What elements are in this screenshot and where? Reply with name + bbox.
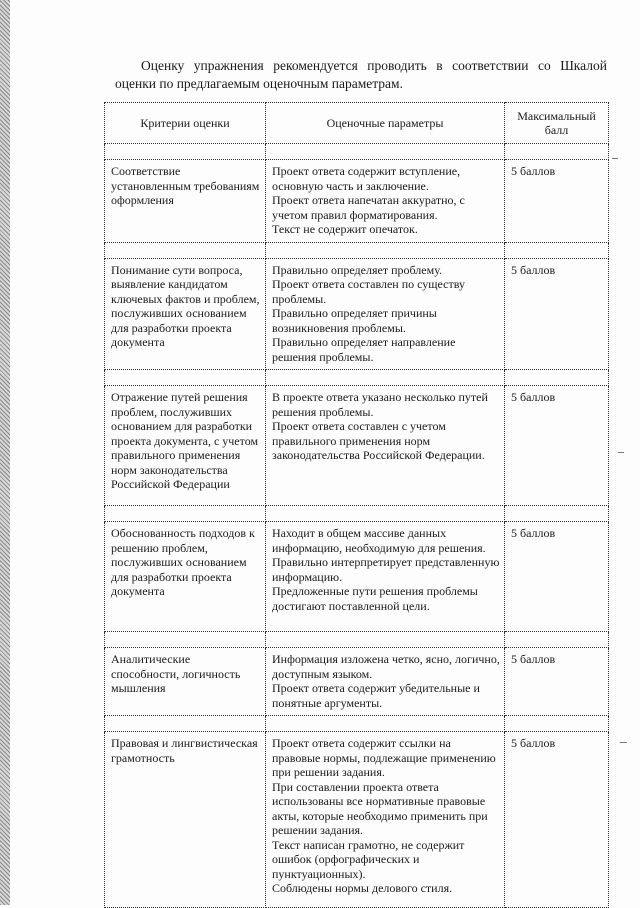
- header-max-score: Максимальный балл: [505, 103, 609, 144]
- row-gap: [105, 242, 609, 258]
- criterion-cell: Обоснованность подходов к решению проблем, послуживших основанием для разработки проекта документа: [105, 522, 266, 632]
- parameter-line: Проект ответа содержит вступление, основную часть и заключение.: [272, 164, 461, 193]
- parameters-cell: [266, 386, 505, 506]
- parameter-line: Проект ответа содержит убедительные и понятные аргументы.: [272, 681, 480, 710]
- parameter-line: Правильно определяет причины возникновения проблемы.: [272, 306, 437, 335]
- row-gap: [105, 370, 609, 386]
- score-cell: 5 баллов: [505, 386, 609, 506]
- parameter-line: Правильно интерпретирует представленную информацию.: [272, 555, 500, 584]
- assessment-table: [104, 102, 609, 908]
- parameter-line: При составлении проекта ответа использованы все нормативные правовые акты, которые необходимо применить при решении задания.: [272, 779, 488, 837]
- table-row: [105, 258, 609, 370]
- row-gap: [105, 632, 609, 648]
- parameter-line: Текст написан грамотно, не содержит ошибок (орфографических и пунктуационных).: [272, 837, 465, 881]
- criterion-cell: Правовая и лингвистическая грамотность: [105, 732, 266, 908]
- parameters-cell: [266, 522, 505, 632]
- criterion-cell: Понимание сути вопроса, выявление кандидатом ключевых фактов и проблем, послуживших основанием для разработки проекта документа: [105, 258, 266, 370]
- parameter-line: Текст не содержит опечаток.: [272, 222, 418, 236]
- criterion-cell: Отражение путей решения проблем, послуживших основанием для разработки проекта документа, с учетом правильного применения норм законодательства Российской Федерации: [105, 386, 266, 506]
- table-row: [105, 160, 609, 243]
- criterion-cell: Соответствие установленным требованиям оформления: [105, 160, 266, 243]
- criterion-cell: Аналитические способности, логичность мышления: [105, 648, 266, 716]
- scan-speck: [620, 742, 627, 743]
- parameter-line: Соблюдены нормы делового стиля.: [272, 881, 453, 895]
- score-cell: 5 баллов: [505, 160, 609, 243]
- row-gap: [105, 506, 609, 522]
- intro-paragraph: Оценку упражнения рекомендуется проводить в соответствии со Шкалой оценки по предлагаемым оценочным параметрам.: [115, 58, 607, 91]
- parameters-cell: [266, 648, 505, 716]
- table-row: [105, 732, 609, 908]
- score-cell: 5 баллов: [505, 732, 609, 908]
- scan-speck: [612, 158, 618, 159]
- parameters-cell: [266, 258, 505, 370]
- score-cell: 5 баллов: [505, 648, 609, 716]
- scan-speck: [618, 452, 624, 453]
- parameter-line: Информация изложена четко, ясно, логично, доступным языком.: [272, 652, 500, 681]
- parameter-line: Правильно определяет проблему.: [272, 262, 442, 277]
- parameter-line: Проект ответа содержит ссылки на правовые нормы, подлежащие применению при решении задания.: [272, 736, 496, 779]
- parameters-cell: [266, 732, 505, 908]
- table-row: [105, 522, 609, 632]
- score-cell: 5 баллов: [505, 258, 609, 370]
- header-parameters: Оценочные параметры: [266, 103, 505, 144]
- header-criteria: Критерии оценки: [105, 103, 266, 144]
- parameter-line: Находит в общем массиве данных информацию, необходимую для решения.: [272, 526, 486, 555]
- parameter-line: Проект ответа напечатан аккуратно, с учетом правил форматирования.: [272, 193, 465, 222]
- row-gap: [105, 716, 609, 732]
- parameter-line: В проекте ответа указано несколько путей решения проблемы.: [272, 390, 488, 419]
- parameter-line: Проект ответа составлен по существу проблемы.: [272, 277, 465, 306]
- parameter-line: Предложенные пути решения проблемы достигают поставленной цели.: [272, 584, 478, 613]
- parameters-cell: [266, 160, 505, 243]
- parameter-line: Проект ответа составлен с учетом правильного применения норм законодательства Российской Федерации.: [272, 419, 485, 462]
- row-gap: [105, 144, 609, 160]
- parameter-line: Правильно определяет направление решения проблемы.: [272, 335, 456, 364]
- table-header-row: [105, 103, 609, 144]
- score-cell: 5 баллов: [505, 522, 609, 632]
- table-row: [105, 386, 609, 506]
- scan-edge: [0, 0, 10, 905]
- table-row: [105, 648, 609, 716]
